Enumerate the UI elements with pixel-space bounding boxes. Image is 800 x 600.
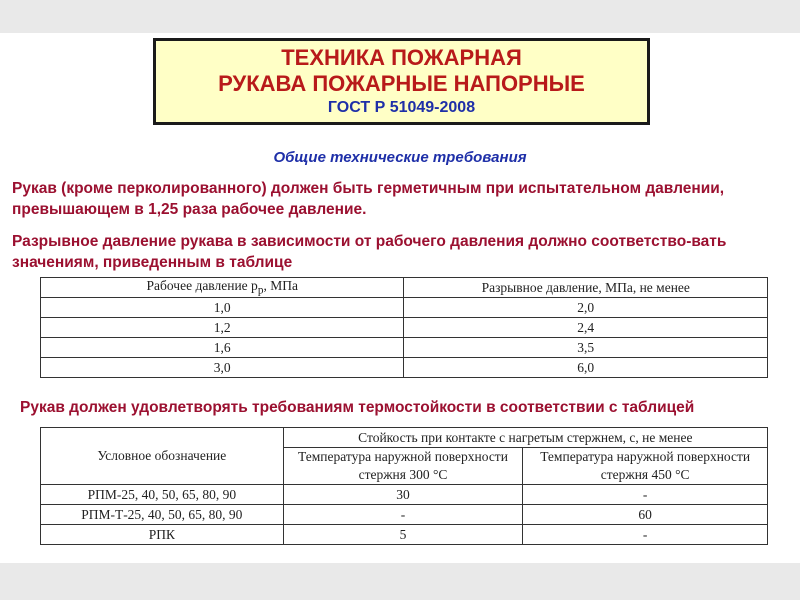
header-temp-450: Температура наружной поверхности стержня 450 °С <box>523 448 768 485</box>
table-cell: 30 <box>283 485 523 505</box>
table-cell: - <box>523 525 768 545</box>
table-header-row <box>41 278 768 298</box>
header-working-pressure-text: Рабочее давление p <box>146 278 258 294</box>
table-cell: - <box>523 485 768 505</box>
table-cell: РПМ-Т-25, 40, 50, 65, 80, 90 <box>41 505 284 525</box>
burst-pressure-table <box>40 277 768 378</box>
table-cell: 2,0 <box>404 298 768 318</box>
header-temp-300: Температура наружной поверхности стержня 300 °С <box>283 448 523 485</box>
title-line-1: ТЕХНИКА ПОЖАРНАЯ <box>281 45 522 70</box>
table-row <box>41 505 768 525</box>
header-working-pressure <box>41 278 404 298</box>
table-cell: 1,6 <box>41 338 404 358</box>
table-cell: 5 <box>283 525 523 545</box>
table-cell: 3,5 <box>404 338 768 358</box>
header-subscript: р <box>257 284 264 297</box>
paragraph-tightness: Рукав (кроме перколированного) должен быть герметичным при испытательном давлении, превышающем в 1,25 раза рабочее давление. <box>12 180 725 218</box>
table-cell: 2,4 <box>404 318 768 338</box>
table-row <box>41 485 768 505</box>
table-cell: РПК <box>41 525 284 545</box>
table-cell: РПМ-25, 40, 50, 65, 80, 90 <box>41 485 284 505</box>
table-row <box>41 298 768 318</box>
table-row <box>41 318 768 338</box>
table-cell: 1,0 <box>41 298 404 318</box>
table-cell: 3,0 <box>41 358 404 378</box>
paragraph-burst-pressure: Разрывное давление рукава в зависимости от рабочего давления должно соответство-вать значениям, приведенным в таблице <box>12 233 727 271</box>
slide <box>0 33 800 563</box>
header-unit: , МПа <box>263 278 298 294</box>
table-cell: 1,2 <box>41 318 404 338</box>
table-cell: 6,0 <box>404 358 768 378</box>
header-resistance-group: Стойкость при контакте с нагретым стержнем, с, не менее <box>283 428 767 448</box>
header-burst-pressure: Разрывное давление, МПа, не менее <box>404 278 768 298</box>
table-row <box>41 338 768 358</box>
heat-resistance-table <box>40 427 768 545</box>
title-gost: ГОСТ Р 51049-2008 <box>327 99 476 116</box>
title-box <box>153 38 650 125</box>
subtitle: Общие технические требования <box>273 149 527 166</box>
table-row <box>41 525 768 545</box>
header-designation: Условное обозначение <box>41 428 284 485</box>
table-header-row <box>41 428 768 448</box>
table-cell: - <box>283 505 523 525</box>
paragraph-heat-resistance: Рукав должен удовлетворять требованиям термостойкости в соответствии с таблицей <box>20 399 695 416</box>
table-row <box>41 358 768 378</box>
table-cell: 60 <box>523 505 768 525</box>
title-line-2: РУКАВА ПОЖАРНЫЕ НАПОРНЫЕ <box>218 71 585 96</box>
